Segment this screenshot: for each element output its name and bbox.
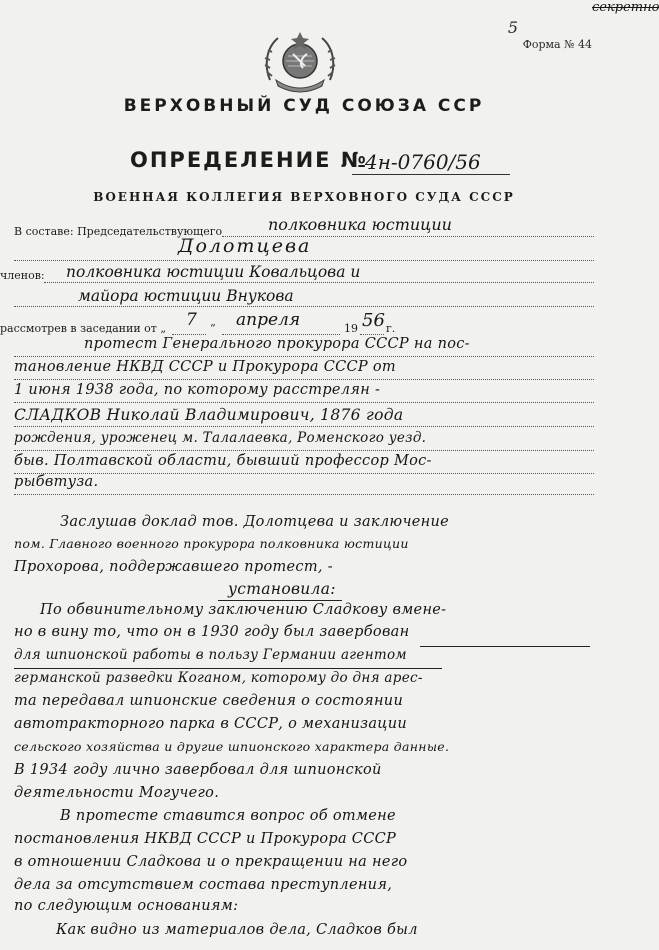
body-line-23: постановления НКВД СССР и Прокурора СССР [14,831,397,847]
member-1-line [44,282,594,283]
members-label: членов: [0,269,45,282]
body-line-3: 1 июня 1938 года, по которому расстрелян - [14,382,381,398]
body-line-24: в отношении Сладкова и о прекращении на него [14,854,408,870]
body-line-15: для шпионской работы в пользу Германии агентом [14,647,407,663]
hearing-day: 7 [186,310,197,330]
chair-name: Долотцева [178,235,312,257]
body-line-5: рождения, уроженец м. Талалаевка, Роменского уезд. [14,430,427,446]
body-line-20: В 1934 году лично завербовал для шпионской [14,762,382,778]
sheet-number: 5 [507,18,518,37]
body-line-17: та передавал шпионские сведения о состоянии [14,693,404,709]
decision-title: ОПРЕДЕЛЕНИЕ № [130,148,369,172]
body-line-6: быв. Полтавской области, бывший профессор Мос- [14,453,432,469]
hearing-year-suffix: г. [386,322,396,335]
body-line-7: рыбвтуза. [14,474,99,490]
state-emblem-icon [262,30,338,92]
body-line-2: тановление НКВД СССР и Прокурора СССР от [14,359,396,375]
chair-rank: полковника юстиции [268,215,452,234]
member-2-line [14,306,594,307]
body-line-25: дела за отсутствием состава преступления, [14,877,393,893]
body-line-27: Как видно из материалов дела, Сладков был [56,922,418,938]
body-line-18: автотракторного парка в СССР, о механизации [14,716,407,732]
hearing-year: 56 [362,310,385,331]
body-line-16: германской разведки Коганом, которому до дня арес- [14,670,423,686]
body-line-1: протест Генерального прокурора СССР на пос- [84,336,470,352]
hearing-label: рассмотрев в заседании от „ [0,322,167,335]
body-line-26: по следующим основаниям: [14,898,239,914]
document-page: секретно 5 Форма № 44 ВЕРХОВНЫЙ СУД СОЮЗА ССР ОПРЕДЕЛЕНИЕ № 4н-0760/56 ВОЕННАЯ КОЛЛЕГИЯ ВЕРХОВНОГО СУДА СССР В составе: Председательствующего полковника юстиции Долотцева членов: полковника юстиции Ковальцова и майора юстиции Внукова рассмотрев в заседании от „ 7 “ апреля 19 56 г. протест Генерального прокурора СССР на пос- тановление НКВД СССР и Прокурора СССР от 1 июня 1938 года, по которому расстрелян - СЛАДКОВ Николай Владимирович, 1876 года рождения, уроженец м. Талалаевка, Роменского уезд. быв. Полтавской области, бывший профессор Мос- рыбвтуза. Заслушав доклад тов. Долотцева и заключение пом. Главного военного прокурора полковника юстиции Прохорова, поддержавшего протест, - установила: По обвинительному заключению Сладкову вмене- но в вину то, что он в 1930 году был завербован для шпионской работы в пользу Германии агентом германской разведки Коганом, которому до дня арес- та передавал шпионские сведения о состоянии автотракторного парка в СССР, о механизации сельского хозяйства и другие шпионского характера данные. В 1934 году лично завербовал для шпионской деятельности Могучего. В протесте ставится вопрос об отмене постановления НКВД СССР и Прокурора СССР в отношении Сладкова и о прекращении на него дела за отсутствием состава преступления, по следующим основаниям: Как видно из материалов дела, Сладков был [0,0,659,938]
body-line-4: СЛАДКОВ Николай Владимирович, 1876 года [14,406,404,424]
member-2: майора юстиции Внукова [78,287,294,305]
number-underline [352,174,510,175]
hearing-year-prefix: 19 [344,322,358,335]
body-line-22: В протесте ставится вопрос об отмене [60,808,396,824]
body-line-11: Прохорова, поддержавшего протест, - [14,559,333,575]
hearing-month: апреля [236,310,301,330]
body-line-12: установила: [228,580,336,598]
form-number: Форма № 44 [522,38,592,51]
body-line-9: Заслушав доклад тов. Долотцева и заключение [60,514,450,530]
body-line-10: пом. Главного военного прокурора полковника юстиции [14,536,409,551]
body-line-13: По обвинительному заключению Сладкову вмене- [40,602,447,618]
court-name: ВЕРХОВНЫЙ СУД СОЮЗА ССР [123,96,485,116]
body-line-14: но в вину то, что он в 1930 году был завербован [14,624,410,640]
secret-mark: секретно [592,0,659,15]
body-line-21: деятельности Могучего. [14,785,220,801]
college-name: ВОЕННАЯ КОЛЛЕГИЯ ВЕРХОВНОГО СУДА СССР [93,190,515,204]
composition-label: В составе: Председательствующего [14,225,223,238]
member-1: полковника юстиции Ковальцова и [66,263,361,281]
chair-name-line [14,260,594,261]
decision-number: 4н-0760/56 [365,150,481,174]
body-line-19: сельского хозяйства и другие шпионского характера данные. [14,739,450,754]
